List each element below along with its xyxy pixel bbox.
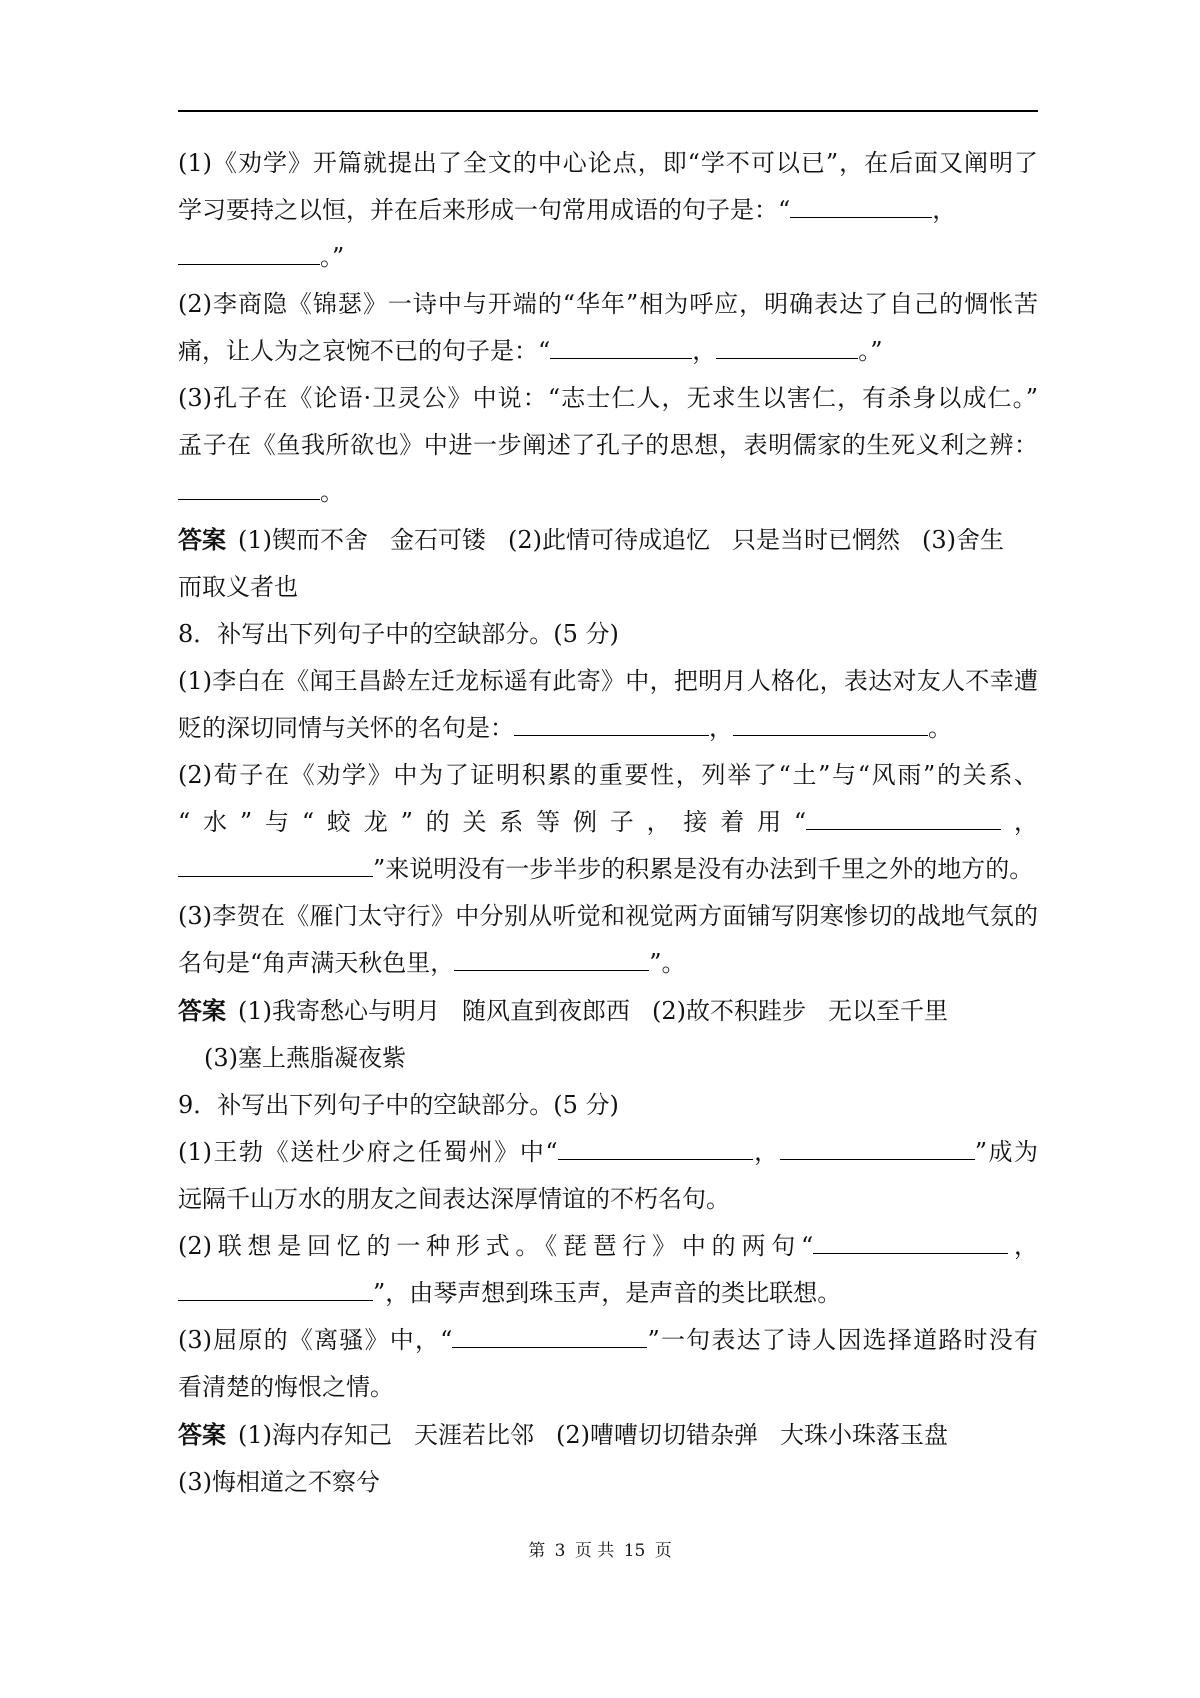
q7-part1-line3: 。” xyxy=(178,234,1038,281)
q8-part3-line1: (3)李贺在《雁门太守行》中分别从听觉和视觉两方面铺写阴寒惨切的战地气氛的 xyxy=(178,902,1038,930)
footer-total-pages: 15 xyxy=(623,1541,646,1561)
q9-part2-line2: ”，由琴声想到珠玉声，是声音的类比联想。 xyxy=(178,1270,1038,1317)
q9-part1-line1: (1)王勃《送杜少府之任蜀州》中“ ， ”成为 xyxy=(178,1129,1038,1176)
footer-mid: 页 共 xyxy=(574,1541,615,1561)
answer-blank[interactable] xyxy=(790,191,932,218)
q8-part3-line2: 名句是“角声满天秋色里， ”。 xyxy=(178,940,1038,987)
answer-blank[interactable] xyxy=(558,1133,753,1160)
q8-answer-line2: (3)塞上燕脂凝夜紫 xyxy=(204,1044,406,1072)
q8-part1-line2: 贬的深切同情与关怀的名句是： ， 。 xyxy=(178,705,1038,752)
answer-blank[interactable] xyxy=(780,1133,975,1160)
q8-part2-line1: (2)荀子在《劝学》中为了证明积累的重要性，列举了“土”与“风雨”的关系、 xyxy=(178,761,1038,789)
q7-part1-line2: 学习要持之以恒，并在后来形成一句常用成语的句子是：“ ， xyxy=(178,187,1038,234)
answer-blank[interactable] xyxy=(806,803,1001,830)
answer-blank[interactable] xyxy=(733,709,928,736)
q7-answer-line1: 答案 (1)锲而不舍 金石可镂 (2)此情可待成追忆 只是当时已惘然 (3)舍生 xyxy=(178,525,1004,554)
q7-part2-line1: (2)李商隐《锦瑟》一诗中与开端的“华年”相为呼应，明确表达了自己的惆怅苦 xyxy=(178,290,1038,318)
header-rule xyxy=(178,110,1038,112)
answer-blank[interactable] xyxy=(716,332,858,359)
q8-part1-line1: (1)李白在《闻王昌龄左迁龙标遥有此寄》中，把明月人格化，表达对友人不幸遭 xyxy=(178,667,1038,695)
q8-part2-line3: ”来说明没有一步半步的积累是没有办法到千里之外的地方的。 xyxy=(178,846,1038,893)
answer-blank[interactable] xyxy=(178,850,373,877)
footer-page-number: 3 xyxy=(554,1541,566,1561)
answer-blank[interactable] xyxy=(178,473,320,500)
q7-part3-line1: (3)孔子在《论语·卫灵公》中说：“志士仁人，无求生以害仁，有杀身以成仁。” xyxy=(178,384,1038,412)
page-footer xyxy=(0,1536,1200,1561)
q9-answer-line2: (3)悔相道之不察兮 xyxy=(178,1468,380,1496)
q7-answer-line2: 而取义者也 xyxy=(178,573,298,601)
answer-label: 答案 xyxy=(178,525,226,554)
footer-prefix: 第 xyxy=(528,1541,546,1561)
q8-answer-line1: 答案 (1)我寄愁心与明月 随风直到夜郎西 (2)故不积跬步 无以至千里 xyxy=(178,996,948,1025)
q7-part3-line2: 孟子在《鱼我所欲也》中进一步阐述了孔子的思想，表明儒家的生死义利之辨： xyxy=(178,431,1038,459)
q7-part3-line3: 。 xyxy=(178,469,1038,516)
answer-label: 答案 xyxy=(178,1420,226,1449)
q8-heading: 8．补写出下列句子中的空缺部分。(5 分) xyxy=(178,620,619,648)
answer-blank[interactable] xyxy=(178,1274,373,1301)
answer-label: 答案 xyxy=(178,996,226,1025)
q9-answer-line1: 答案 (1)海内存知己 天涯若比邻 (2)嘈嘈切切错杂弹 大珠小珠落玉盘 xyxy=(178,1420,948,1449)
answer-blank[interactable] xyxy=(178,238,320,265)
q9-part1-line2: 远隔千山万水的朋友之间表达深厚情谊的不朽名句。 xyxy=(178,1185,730,1213)
answer-blank[interactable] xyxy=(452,1321,647,1348)
document-body xyxy=(178,140,1038,1506)
answer-blank[interactable] xyxy=(454,944,649,971)
q9-part3-line1: (3)屈原的《离骚》中，“ ”一句表达了诗人因选择道路时没有 xyxy=(178,1317,1038,1364)
q9-heading: 9．补写出下列句子中的空缺部分。(5 分) xyxy=(178,1091,619,1119)
q7-part1-line1: (1)《劝学》开篇就提出了全文的中心论点，即“学不可以已”，在后面又阐明了 xyxy=(178,149,1038,177)
q7-part2-line2: 痛，让人为之哀惋不已的句子是：“ ， 。” xyxy=(178,328,1038,375)
q8-part2-line2: “水”与“蛟龙”的关系等例子，接着用“ ， xyxy=(178,799,1038,846)
q9-part2-line1: (2)联想是回忆的一种形式。《琵琶行》中的两句“ ， xyxy=(178,1223,1038,1270)
q9-part3-line2: 看清楚的悔恨之情。 xyxy=(178,1373,394,1401)
answer-blank[interactable] xyxy=(514,709,709,736)
answer-blank[interactable] xyxy=(813,1227,1008,1254)
answer-blank[interactable] xyxy=(550,332,692,359)
footer-suffix: 页 xyxy=(654,1541,672,1561)
